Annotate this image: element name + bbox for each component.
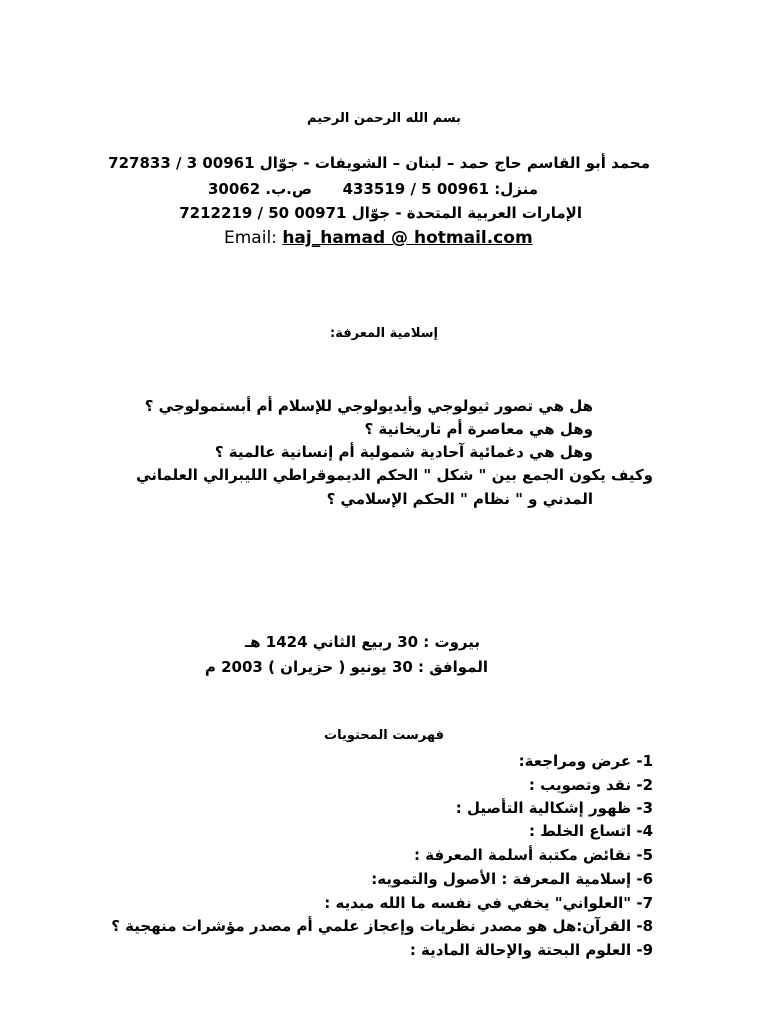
toc-item-5[interactable]: 5- نقائض مكتبة أسلمة المعرفة : — [414, 846, 653, 864]
toc-item-8[interactable]: 8- القرآن:هل هو مصدر نظريات وإعجاز علمي أم مصدر مؤشرات منهجية ؟ — [111, 917, 653, 935]
toc-item-3[interactable]: 3- ظهور إشكالية التأصيل : — [455, 799, 653, 817]
contact-line-uae: الإمارات العربية المتحدة - جوّال 00971 50 / 7212219 — [179, 204, 582, 222]
email-link[interactable]: haj_hamad @ hotmail.com — [282, 228, 533, 248]
question-line-3: وهل هي دغمائية آحادية شمولية أم إنسانية عالمية ؟ — [214, 443, 593, 461]
toc-item-1[interactable]: 1- عرض ومراجعة: — [518, 752, 653, 770]
question-line-5: المدني و " نظام " الحكم الإسلامي ؟ — [326, 490, 593, 508]
toc-item-6[interactable]: 6- إسلامية المعرفة : الأصول والتمويه: — [371, 870, 653, 888]
toc-title: فهرست المحتويات — [324, 728, 444, 743]
dateline-gregorian: الموافق : 30 يونيو ( حزيران ) 2003 م — [204, 658, 488, 676]
dateline-hijri: بيروت : 30 ربيع الثاني 1424 هـ — [245, 633, 480, 651]
section-title: إسلامية المعرفة: — [330, 326, 438, 341]
basmala: بسم الله الرحمن الرحيم — [307, 111, 461, 126]
contact-line-phone: محمد أبو القاسم حاج حمد – لبنان – الشويفات - جوّال 00961 3 / 727833 — [108, 154, 650, 172]
contact-line-home: منزل: 00961 5 / 433519 — [342, 180, 538, 198]
toc-item-4[interactable]: 4- اتساع الخلط : — [528, 822, 653, 840]
toc-item-9[interactable]: 9- العلوم البحتة والإحالة المادية : — [409, 941, 653, 959]
question-line-4: وكيف يكون الجمع بين " شكل " الحكم الديموقراطي الليبرالي العلماني — [136, 466, 653, 484]
question-line-1: هل هي تصور ثيولوجي وأيديولوجي للإسلام أم أبستمولوجي ؟ — [144, 397, 593, 415]
email-label: Email: — [224, 228, 277, 248]
toc-item-7[interactable]: 7- "العلواني" يخفي في نفسه ما الله مبديه : — [324, 894, 653, 912]
toc-item-2[interactable]: 2- نقد وتصويب : — [528, 776, 653, 794]
email-line — [224, 228, 533, 248]
question-line-2: وهل هي معاصرة أم تاريخانية ؟ — [364, 420, 593, 438]
contact-line-pobox: ص.ب. 30062 — [208, 180, 313, 198]
